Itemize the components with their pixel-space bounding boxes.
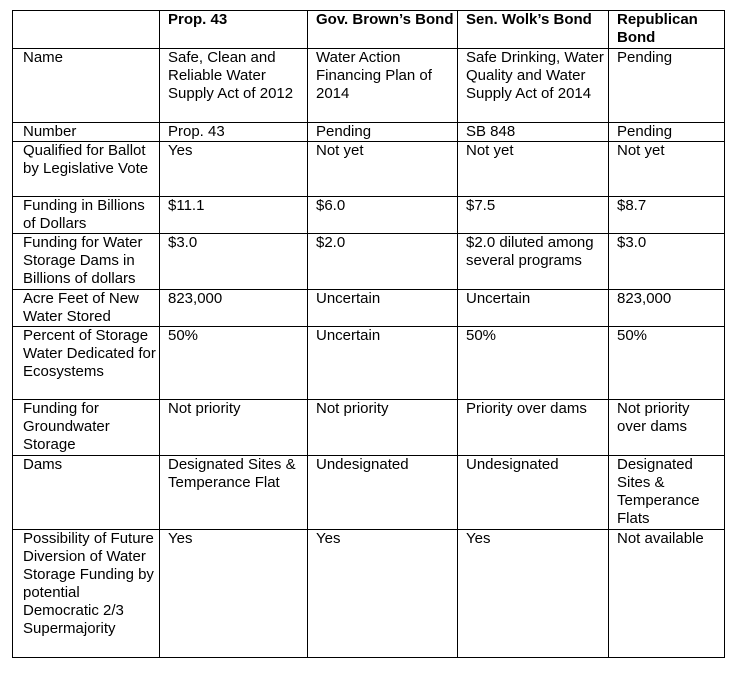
- table-cell: Uncertain: [308, 327, 458, 400]
- table-cell: Yes: [458, 530, 609, 658]
- comparison-table: [12, 10, 725, 658]
- table-cell: Designated Sites & Temperance Flats: [609, 456, 725, 530]
- table-cell: Not yet: [308, 142, 458, 197]
- table-cell: Undesignated: [308, 456, 458, 530]
- header-cell-republican-bond: Republican Bond: [609, 11, 725, 49]
- table-cell: Yes: [160, 530, 308, 658]
- table-cell: Pending: [609, 123, 725, 142]
- table-cell: Safe Drinking, Water Quality and Water Supply Act of 2014: [458, 49, 609, 123]
- table-row: [13, 456, 725, 530]
- table-row: [13, 142, 725, 197]
- table-cell: Prop. 43: [160, 123, 308, 142]
- table-cell: Not priority over dams: [609, 400, 725, 456]
- row-label: Funding in Billions of Dollars: [13, 197, 160, 234]
- table-cell: 50%: [609, 327, 725, 400]
- row-label: Number: [13, 123, 160, 142]
- table-row: [13, 123, 725, 142]
- header-cell-gov-brown-bond: Gov. Brown’s Bond: [308, 11, 458, 49]
- table-cell: Pending: [609, 49, 725, 123]
- table-cell: $3.0: [160, 234, 308, 290]
- table-cell: Not priority: [160, 400, 308, 456]
- table-cell: Safe, Clean and Reliable Water Supply Act of 2012: [160, 49, 308, 123]
- table-cell: $3.0: [609, 234, 725, 290]
- header-cell-sen-wolk-bond: Sen. Wolk’s Bond: [458, 11, 609, 49]
- table-cell: Not yet: [609, 142, 725, 197]
- table-cell: $6.0: [308, 197, 458, 234]
- table-row: [13, 327, 725, 400]
- table-row: [13, 290, 725, 327]
- row-label: Qualified for Ballot by Legislative Vote: [13, 142, 160, 197]
- table-cell: Not priority: [308, 400, 458, 456]
- table-cell: Uncertain: [458, 290, 609, 327]
- table-cell: 823,000: [609, 290, 725, 327]
- row-label: Percent of Storage Water Dedicated for Ecosystems: [13, 327, 160, 400]
- header-cell-prop-43: Prop. 43: [160, 11, 308, 49]
- table-cell: Yes: [308, 530, 458, 658]
- table-row: [13, 197, 725, 234]
- table-cell: Not yet: [458, 142, 609, 197]
- table-row: [13, 530, 725, 658]
- row-label: Funding for Water Storage Dams in Billions of dollars: [13, 234, 160, 290]
- table-cell: $2.0: [308, 234, 458, 290]
- table-cell: Not available: [609, 530, 725, 658]
- row-label: Acre Feet of New Water Stored: [13, 290, 160, 327]
- table-cell: 50%: [160, 327, 308, 400]
- table-cell: Undesignated: [458, 456, 609, 530]
- table-cell: $7.5: [458, 197, 609, 234]
- row-label: Funding for Groundwater Storage: [13, 400, 160, 456]
- table-row: [13, 49, 725, 123]
- table-cell: SB 848: [458, 123, 609, 142]
- row-label: Possibility of Future Diversion of Water Storage Funding by potential Democratic 2/3 Supermajority: [13, 530, 160, 658]
- row-label: Dams: [13, 456, 160, 530]
- table-cell: 823,000: [160, 290, 308, 327]
- table-cell: $2.0 diluted among several programs: [458, 234, 609, 290]
- table-cell: $11.1: [160, 197, 308, 234]
- table-row: [13, 400, 725, 456]
- header-row: [13, 11, 725, 49]
- table-cell: Pending: [308, 123, 458, 142]
- header-cell-empty: [13, 11, 160, 49]
- table-cell: $8.7: [609, 197, 725, 234]
- table-row: [13, 234, 725, 290]
- table-cell: 50%: [458, 327, 609, 400]
- table-cell: Designated Sites & Temperance Flat: [160, 456, 308, 530]
- table-cell: Yes: [160, 142, 308, 197]
- table-cell: Uncertain: [308, 290, 458, 327]
- row-label: Name: [13, 49, 160, 123]
- table-cell: Priority over dams: [458, 400, 609, 456]
- table-cell: Water Action Financing Plan of 2014: [308, 49, 458, 123]
